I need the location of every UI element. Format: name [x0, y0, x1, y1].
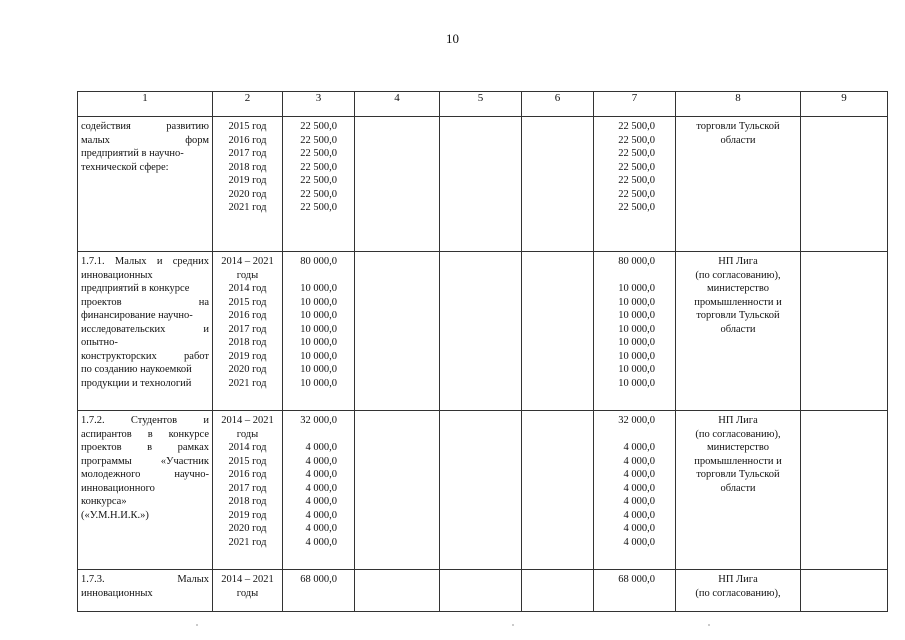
amount-value: 22 500,0 [618, 148, 655, 159]
amount-value: 4 000,0 [623, 536, 655, 548]
amount-value: 22 500,0 [300, 134, 337, 146]
measure-name-line: аспирантов в конкурсе [81, 428, 209, 440]
table-row [78, 252, 888, 411]
measure-name-line: 1.7.2. Студентов и [81, 415, 209, 426]
measure-name-line: молодежного научно- [81, 469, 209, 480]
amount-value: 4 000,0 [623, 523, 655, 534]
year-label: 2018 год [228, 496, 267, 507]
period-total: 80 000,0 [300, 256, 337, 267]
budget-table [77, 91, 888, 612]
year-label: 2014 год [228, 283, 267, 294]
amount-value: 10 000,0 [618, 323, 655, 335]
measure-name-line: предприятий в конкурсе [81, 283, 190, 294]
year-label: 2019 год [228, 350, 267, 362]
year-label: 2016 год [228, 469, 267, 480]
empty-cell [522, 411, 594, 570]
year-label: 2021 год [228, 202, 267, 213]
year-label: 2015 год [228, 121, 267, 132]
year-label: 2019 год [228, 175, 267, 186]
period-total: 68 000,0 [618, 574, 655, 585]
executor-line: министерство [706, 283, 770, 294]
amount-value: 22 500,0 [300, 121, 337, 132]
executor-line: торговли Тульской [696, 469, 780, 480]
amount-value: 22 500,0 [618, 188, 655, 200]
year-label: 2018 год [228, 337, 267, 348]
executor-line: области [720, 323, 756, 335]
amount-value: 10 000,0 [300, 350, 337, 362]
measure-name-line: финансирование научно- [81, 310, 193, 321]
amount-value: 10 000,0 [300, 377, 337, 389]
year-label: 2017 год [228, 148, 267, 159]
empty-cell [801, 570, 888, 612]
header-cell: 4 [355, 92, 440, 117]
year-label: 2016 год [228, 310, 267, 321]
spacer [594, 269, 675, 283]
executor-line: области [720, 482, 756, 494]
amount-value: 22 500,0 [300, 175, 337, 186]
header-row [78, 92, 888, 117]
header-cell: 7 [594, 92, 676, 117]
period-total: 80 000,0 [618, 256, 655, 267]
year-label: 2017 год [228, 323, 267, 335]
amount-value: 4 000,0 [623, 509, 655, 521]
year-label: 2019 год [228, 509, 267, 521]
empty-cell [522, 570, 594, 612]
amount-cell [594, 117, 676, 252]
amount-value: 22 500,0 [618, 161, 655, 173]
amount-value: 10 000,0 [300, 310, 337, 321]
spacer [594, 587, 675, 601]
measure-name-line: инновационных [81, 269, 153, 281]
executor-line: министерство [706, 442, 770, 453]
executor-cell [676, 411, 801, 570]
empty-cell [355, 411, 440, 570]
measure-name-line: предприятий в научно- [81, 148, 184, 159]
header-cell: 5 [440, 92, 522, 117]
period-label: годы [236, 428, 259, 440]
year-label: 2015 год [228, 296, 267, 308]
amount-value: 4 000,0 [305, 509, 337, 521]
period-label: 2014 – 2021 [221, 415, 274, 426]
measure-name-line: 1.7.1. Малых и средних [81, 256, 209, 267]
amount-value: 10 000,0 [618, 364, 655, 375]
spacer [283, 269, 354, 283]
header-cell: 3 [283, 92, 355, 117]
period-label: 2014 – 2021 [221, 256, 274, 267]
year-label: 2020 год [228, 523, 267, 534]
measure-name-line: проектов на [81, 296, 209, 308]
table-row [78, 117, 888, 252]
amount-value: 4 000,0 [305, 536, 337, 548]
amount-value: 10 000,0 [618, 377, 655, 389]
table-row [78, 570, 888, 612]
period-cell [213, 411, 283, 570]
executor-line: (по согласованию), [695, 269, 781, 281]
period-total: 32 000,0 [300, 415, 337, 426]
year-label: 2018 год [228, 161, 267, 173]
amount-value: 22 500,0 [300, 202, 337, 213]
empty-cell [440, 252, 522, 411]
measure-name-cell [78, 117, 213, 252]
measure-name-line: исследовательских и [81, 323, 209, 335]
scan-noise [0, 624, 905, 630]
amount-value: 10 000,0 [300, 296, 337, 308]
measure-name-line: проектов в рамках [81, 442, 209, 453]
measure-name-line: конструкторских работ [81, 350, 209, 362]
empty-cell [440, 411, 522, 570]
executor-line: НП Лига [718, 574, 758, 585]
amount-value: 10 000,0 [618, 350, 655, 362]
amount-value: 10 000,0 [300, 323, 337, 335]
header-cell: 6 [522, 92, 594, 117]
measure-name-line: инновационных [81, 587, 153, 599]
period-cell [213, 117, 283, 252]
amount-value: 10 000,0 [300, 337, 337, 348]
empty-cell [355, 117, 440, 252]
empty-cell [801, 117, 888, 252]
executor-line: (по согласованию), [695, 428, 781, 440]
amount-value: 4 000,0 [305, 496, 337, 507]
empty-cell [522, 117, 594, 252]
empty-cell [440, 570, 522, 612]
year-label: 2021 год [228, 536, 267, 548]
empty-cell [522, 252, 594, 411]
year-label: 2021 год [228, 377, 267, 389]
executor-line: промышленности и [694, 455, 782, 467]
amount-value: 4 000,0 [305, 455, 337, 467]
amount-value: 22 500,0 [618, 121, 655, 132]
period-label: годы [236, 587, 259, 599]
executor-line: НП Лига [718, 415, 758, 426]
amount-cell [594, 570, 676, 612]
amount-value: 4 000,0 [623, 469, 655, 480]
amount-value: 22 500,0 [300, 161, 337, 173]
measure-name-cell [78, 411, 213, 570]
amount-value: 10 000,0 [618, 283, 655, 294]
amount-cell [594, 411, 676, 570]
page-number: 10 [446, 31, 459, 46]
period-total: 68 000,0 [300, 574, 337, 585]
empty-cell [801, 252, 888, 411]
amount-value: 10 000,0 [618, 296, 655, 308]
period-cell [213, 252, 283, 411]
table-row [78, 411, 888, 570]
executor-line: торговли Тульской [696, 121, 780, 132]
amount-value: 4 000,0 [305, 442, 337, 453]
amount-cell [283, 411, 355, 570]
period-label: 2014 – 2021 [221, 574, 274, 585]
amount-value: 4 000,0 [305, 469, 337, 480]
amount-value: 10 000,0 [300, 283, 337, 294]
measure-name-cell [78, 252, 213, 411]
measure-name-line: содействия развитию [81, 121, 209, 132]
executor-cell [676, 252, 801, 411]
measure-name-line: малых форм [81, 134, 209, 146]
amount-value: 4 000,0 [623, 455, 655, 467]
executor-cell [676, 570, 801, 612]
amount-value: 10 000,0 [618, 337, 655, 348]
amount-value: 10 000,0 [300, 364, 337, 375]
amount-cell [283, 570, 355, 612]
measure-name-line: конкурса» [81, 496, 127, 507]
measure-name-cell [78, 570, 213, 612]
year-label: 2020 год [228, 188, 267, 200]
amount-value: 4 000,0 [623, 442, 655, 453]
period-label: годы [236, 269, 259, 281]
executor-line: области [720, 134, 756, 146]
amount-value: 4 000,0 [623, 482, 655, 494]
measure-name-line: технической сфере: [81, 161, 169, 173]
header-cell: 2 [213, 92, 283, 117]
amount-value: 22 500,0 [618, 175, 655, 186]
executor-cell [676, 117, 801, 252]
period-total: 32 000,0 [618, 415, 655, 426]
executor-line: (по согласованию), [695, 587, 781, 599]
amount-value: 10 000,0 [618, 310, 655, 321]
amount-value: 4 000,0 [305, 482, 337, 494]
amount-cell [594, 252, 676, 411]
empty-cell [440, 117, 522, 252]
amount-value: 22 500,0 [618, 202, 655, 213]
header-cell: 8 [676, 92, 801, 117]
period-cell [213, 570, 283, 612]
executor-line: НП Лига [718, 256, 758, 267]
amount-value: 22 500,0 [300, 188, 337, 200]
measure-name-line: по созданию наукоемкой [81, 364, 192, 375]
year-label: 2014 год [228, 442, 267, 453]
measure-name-line: программы «Участник [81, 455, 209, 467]
year-label: 2020 год [228, 364, 267, 375]
amount-cell [283, 252, 355, 411]
amount-value: 22 500,0 [618, 134, 655, 146]
year-label: 2017 год [228, 482, 267, 494]
executor-line: торговли Тульской [696, 310, 780, 321]
measure-name-line: инновационного [81, 482, 155, 494]
year-label: 2016 год [228, 134, 267, 146]
empty-cell [801, 411, 888, 570]
measure-name-line: опытно- [81, 337, 118, 348]
amount-value: 22 500,0 [300, 148, 337, 159]
measure-name-line: («У.М.Н.И.К.») [81, 509, 149, 521]
spacer [283, 587, 354, 601]
year-label: 2015 год [228, 455, 267, 467]
empty-cell [355, 570, 440, 612]
amount-cell [283, 117, 355, 252]
header-cell: 9 [801, 92, 888, 117]
header-cell: 1 [78, 92, 213, 117]
measure-name-line: продукции и технологий [81, 377, 192, 389]
executor-line: промышленности и [694, 296, 782, 308]
amount-value: 4 000,0 [305, 523, 337, 534]
amount-value: 4 000,0 [623, 496, 655, 507]
spacer [594, 428, 675, 442]
spacer [283, 428, 354, 442]
empty-cell [355, 252, 440, 411]
measure-name-line: 1.7.3. Малых [81, 574, 209, 585]
